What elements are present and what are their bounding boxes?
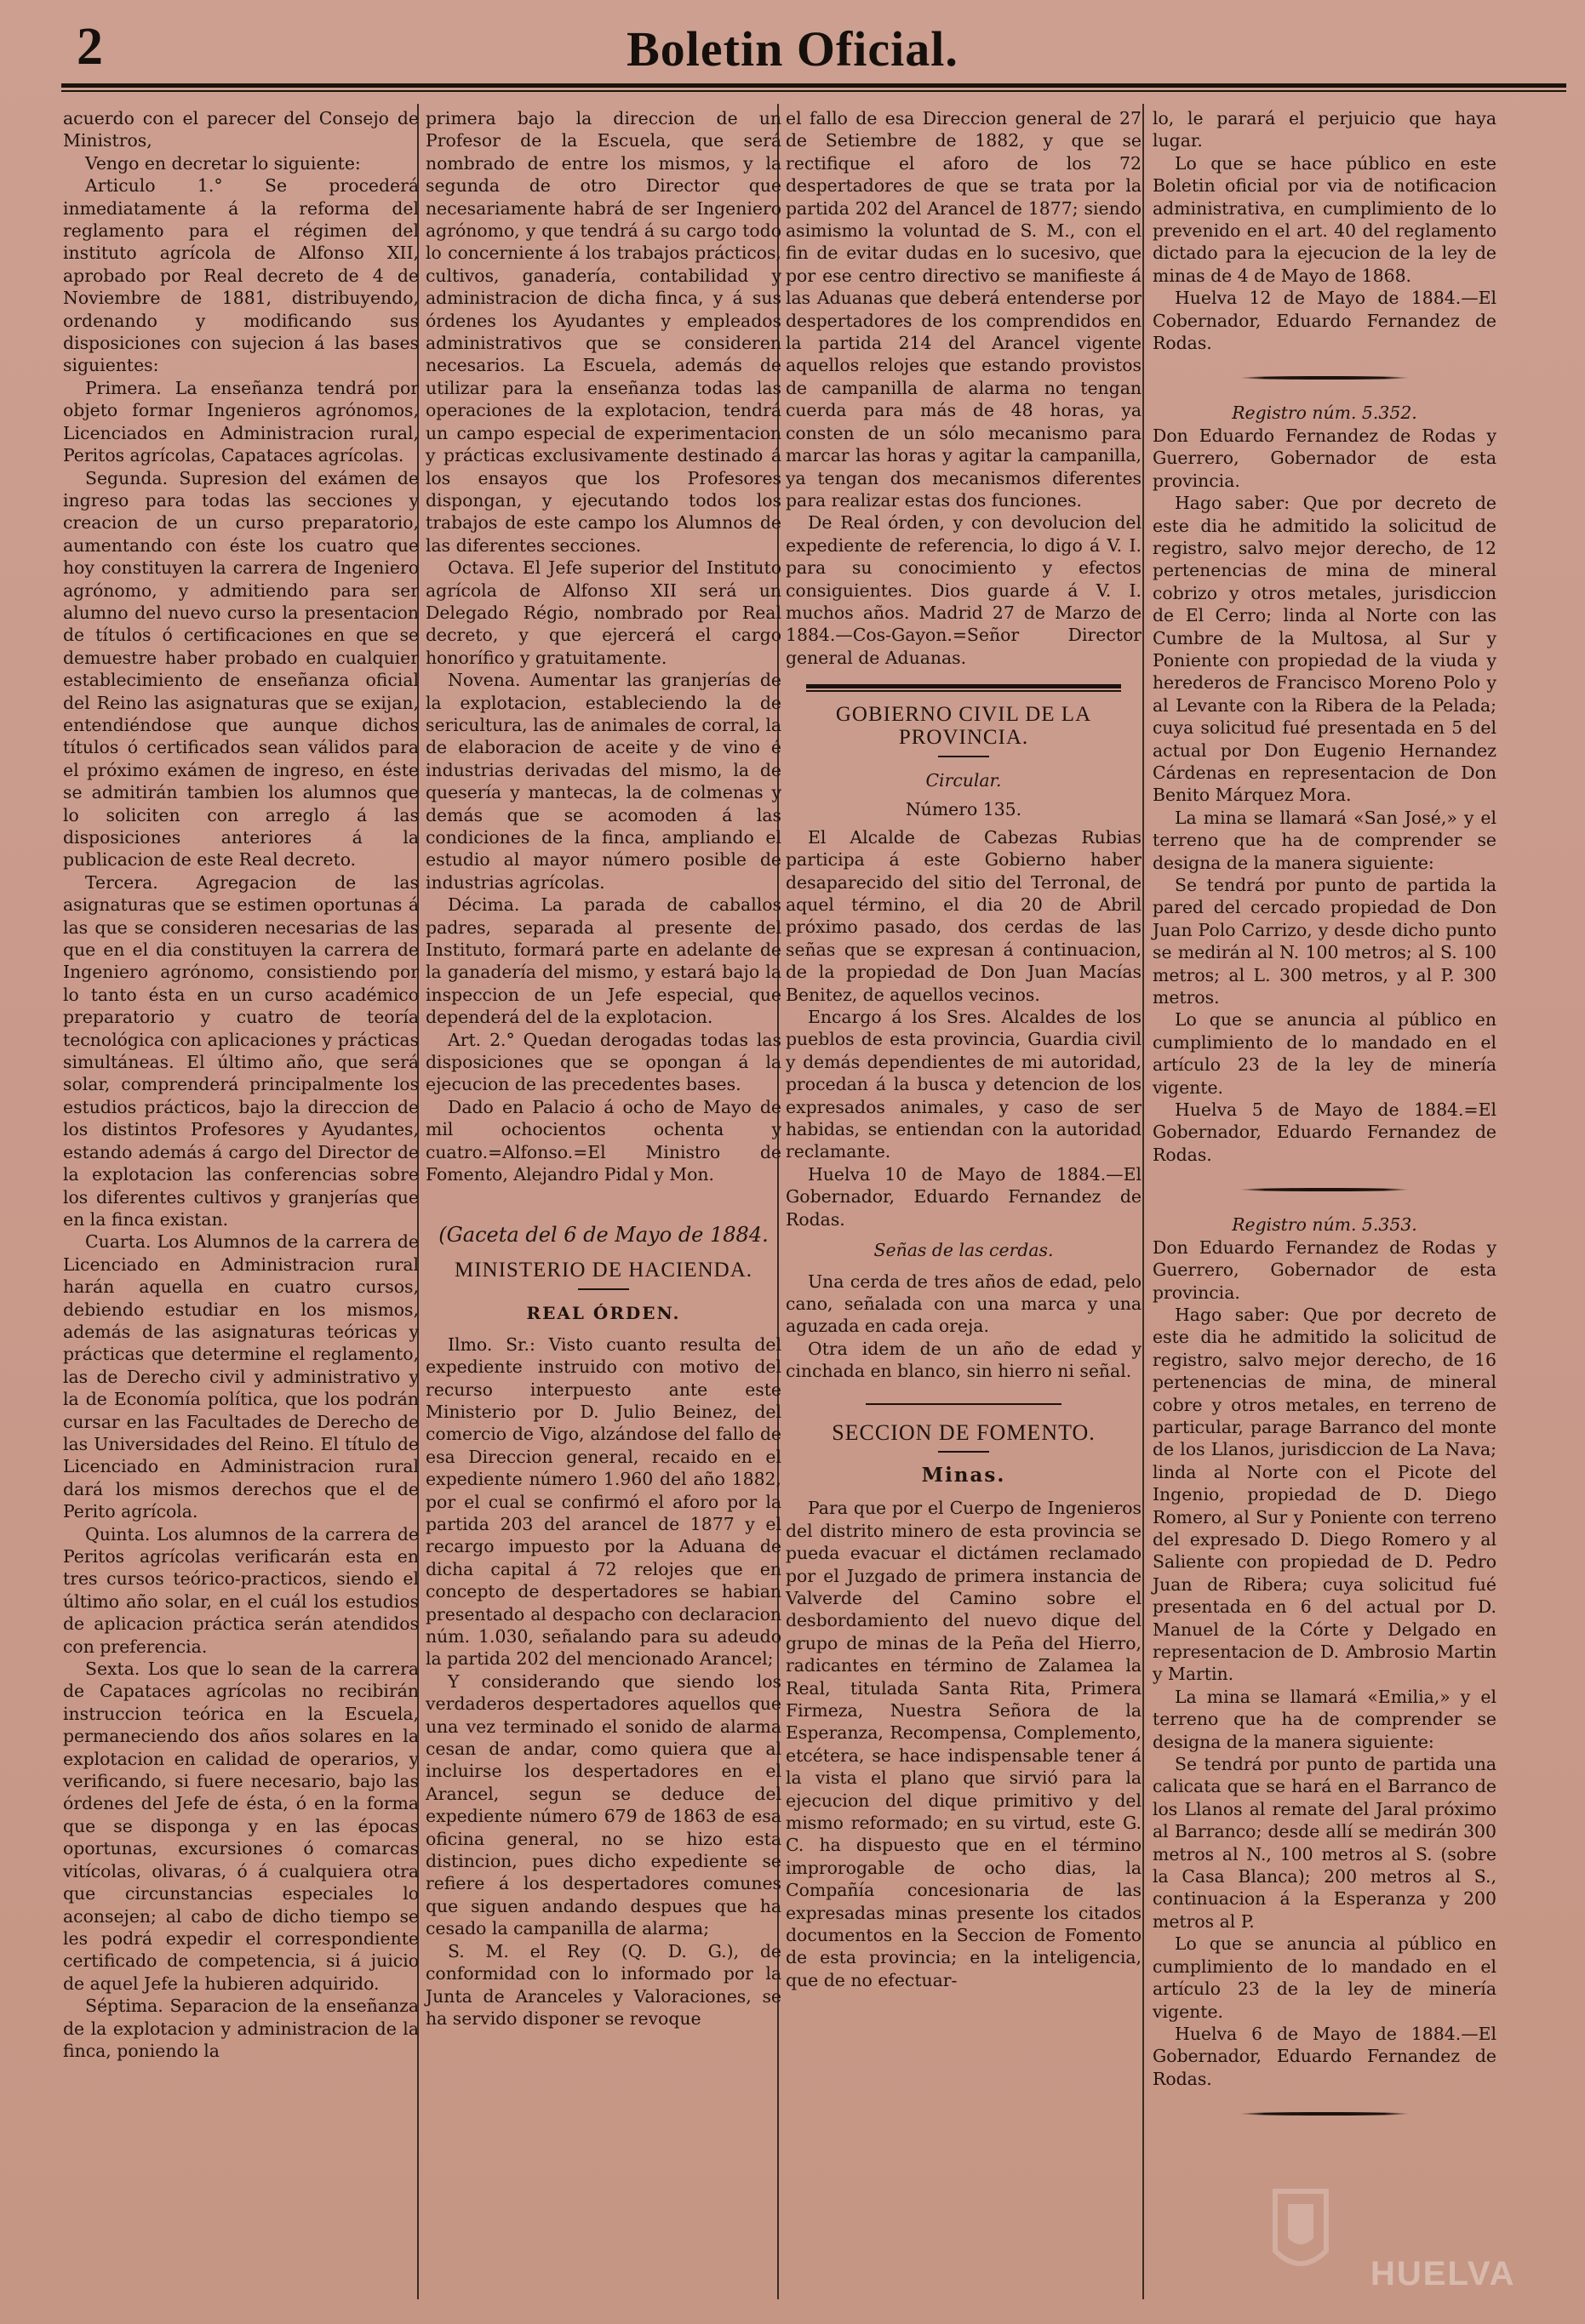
column-4 [1153, 107, 1496, 2138]
paragraph: Vengo en decretar lo siguiente: [85, 152, 361, 174]
paragraph: primera bajo la direccion de un Profesor de la Escuela, que será nombrado de entre los mismos, y la segunda de otro Director que necesariamente habrá de ser Ingeniero agrónomo, y que tendrá á su cargo todo lo concerniente á los trabajos prácticos, cultivos, ganadería, contabilidad y administracion de dicha finca, y á sus órdenes los Ayudantes y empleados administrativos que se consideren necesarios. La Escuela, además de utilizar para la enseñanza todas las operaciones de la explotacion, tendrá un campo especial de experimentacion y prácticas exclusivamente destinado á los ensayos que los Profesores dispongan, y ejecutando todos los trabajos de este campo los Alumnos de las diferentes secciones. [426, 108, 781, 556]
paragraph: acuerdo con el parecer del Consejo de Ministros, [63, 108, 419, 151]
section-heading-gobierno: GOBIERNO CIVIL DE LA PROVINCIA. [835, 703, 1092, 749]
registro-heading: Registro núm. 5.352. [1232, 403, 1417, 424]
divider [806, 690, 1121, 692]
paragraph: Articulo 1.° Se procederá inmediatamente á la reforma del reglamento para el régimen del instituto agrícola de Alfonso XII, aprobado por Real decreto de 4 de Noviembre de 1881, distribuyendo, ordenando y modificando sus disposiciones con sujecion á las bases siguientes: [63, 175, 419, 376]
ornament-divider [1239, 376, 1410, 380]
paragraph: Cuarta. Los Alumnos de la carrera de Licenciado en Administracion rural harán aquella en cuatro cursos, debiendo estudiar en los mismos, además de las asignaturas teóricas y prácticas que determine el reglamento, las de Derecho civil y administrativo y la de Economía política, que los podrán cursar en las Facultades de Derecho de las Universidades del Reino. El título de Licenciado en Administracion rural dará los mismos derechos que el de Perito agrícola. [63, 1231, 419, 1522]
column-1 [63, 107, 419, 2062]
page-number: 2 [77, 18, 103, 76]
paragraph: Séptima. Separacion de la enseñanza de la explotacion y administracion de la finca, poniendo la [63, 1996, 419, 2061]
paragraph: S. M. el Rey (Q. D. G.), de conformidad con lo informado por la Junta de Aranceles y Valoraciones, se ha servido disponer se revoque [426, 1940, 781, 2029]
paragraph: Y considerando que siendo los verdaderos despertadores aquellos que una vez terminado el sonido de alarma cesan de andar, como quiera que al incluirse los despertadores en el Arancel, segun se deduce del expediente número 679 de 1863 de esa oficina general, no se hizo esta distincion, pues dicho expediente se refiere á los despertadores comunes que siguen andando despues que ha cesado la campanilla de alarma; [426, 1670, 781, 1939]
paragraph: Lo que se anuncia al público en cumplimiento de lo mandado en el artículo 23 de la ley de minería vigente. [1153, 1009, 1496, 1098]
paragraph: Hago saber: Que por decreto de este dia he admitido la solicitud de registro, salvo mejor derecho, de 16 pertenencias de mina, de mineral cobre y otros metales, en terreno de particular, parage Barranco del monte de los Llanos, jurisdiccion de La Nava; linda al Norte con el Picote del Ingenio, propiedad de D. Diego Romero, al Sur y Poniente con terreno del expresado D. Diego Romero y al Saliente con propiedad de D. Pedro Juan de Ribera; cuya solicitud fué presentada en 6 del actual por D. Manuel de la Córte y Delgado en representacion de D. Ambrosio Martin y Martin. [1153, 1304, 1496, 1685]
section-heading-fomento: SECCION DE FOMENTO. [832, 1419, 1096, 1445]
paragraph: Huelva 5 de Mayo de 1884.=El Gobernador, Eduardo Fernandez de Rodas. [1153, 1099, 1496, 1165]
paragraph: Tercera. Agregacion de las asignaturas que se estimen oportunas á las que se consideren necesarias de las que en el dia constituyen la carrera de Ingeniero agrónomo, consistiendo por lo tanto ésta en un curso académico preparatorio y cuatro de teoría tecnológica con aplicaciones y prácticas simultáneas. El último año, que será solar, comprenderá principalmente los estudios prácticos, bajo la direccion de los distintos Profesores y Ayudantes, estando además á cargo del Director de la explotacion las conferencias sobre los diferentes cultivos y granjerías que en la finca existan. [63, 871, 419, 1230]
paragraph: Lo que se anuncia al público en cumplimiento de lo mandado en el artículo 23 de la ley de minería vigente. [1153, 1933, 1496, 2022]
subheading-senas: Señas de las cerdas. [873, 1240, 1054, 1261]
paragraph: Se tendrá por punto de partida la pared del cercado propiedad de Don Juan Polo Carrizo, y desde dicho punto se medirán al N. 100 metros; al S. 100 metros; al L. 300 metros, y al P. 300 metros. [1153, 875, 1496, 1008]
section-heading-ministerio: MINISTERIO DE HACIENDA. [454, 1258, 753, 1282]
paragraph: Segunda. Supresion del exámen de ingreso para todas las secciones y creacion de un curso preparatorio, aumentando con éste los cuatro que hoy constituyen la carrera de Ingeniero agrónomo, y admitiendo para ser alumno del nuevo curso la presentacion de títulos ó certificaciones en que se demuestre haber probado en cualquier establecimiento de enseñanza oficial del Reino las asignaturas que se exijan, entendiéndose que aunque dichos títulos ó certificados sean válidos para el próximo exámen de ingreso, en éste se admitirán tambien los alumnos que lo soliciten con arreglo á las disposiciones anteriores á la publicacion de este Real decreto. [63, 467, 419, 871]
registro-heading: Registro núm. 5.353. [1232, 1214, 1417, 1236]
paragraph: Lo que se hace público en este Boletin oficial por via de notificacion administrativa, en cumplimiento de lo prevenido en el art. 40 del reglamento dictado para la ejecucion de la ley de minas de 4 de Mayo de 1868. [1153, 152, 1496, 286]
column-2 [426, 107, 781, 2030]
masthead-title: Boletin Oficial. [627, 21, 958, 77]
paragraph: Art. 2.° Quedan derogadas todas las disposiciones que se opongan á la ejecucion de las precedentes bases. [426, 1029, 781, 1095]
paragraph: La mina se llamará «San José,» y el terreno que ha de comprender se designa de la manera siguiente: [1153, 807, 1496, 873]
paragraph: Dado en Palacio á ocho de Mayo de mil ochocientos ochenta y cuatro.=Alfonso.=El Ministro de Fomento, Alejandro Pidal y Mon. [426, 1096, 781, 1185]
paragraph: Encargo á los Sres. Alcaldes de los pueblos de esta provincia, Guardia civil y demás dependientes de mi autoridad, procedan á la busca y detencion de los expresados animales, y caso de ser habidas, se entiendan con la autoridad reclamante. [786, 1007, 1142, 1162]
paragraph: La mina se llamará «Emilia,» y el terreno que ha de comprender se designa de la manera siguiente: [1153, 1686, 1496, 1752]
header-rule-thin [61, 90, 1566, 92]
paragraph: De Real órden, y con devolucion del expediente de referencia, lo digo á V. I. para su conocimiento y efectos consiguientes. Dios guarde á V. I. muchos años. Madrid 27 de Marzo de 1884.—Cos-Gayon.=Señor Director general de Aduanas. [786, 512, 1142, 668]
paragraph: el fallo de esa Direccion general de 27 de Setiembre de 1882, y que se rectifique el aforo de los 72 despertadores de que se trata por la partida 202 del Arancel de 1877; siendo asimismo la voluntad de S. M., con el fin de evitar dudas en lo sucesivo, que por ese centro directivo se manifieste á las Aduanas que deberá entenderse por despertadores de los comprendidos en la partida 214 del Arancel vigente aquellos relojes que estando provistos de campanilla de alarma no tengan cuerda para más de 48 horas, ya consten de un sólo mecanismo para marcar las horas y agitar la campanilla, ya tengan dos mecanismos diferentes para realizar estas dos funciones. [786, 108, 1142, 511]
paragraph: lo, le parará el perjuicio que haya lugar. [1153, 108, 1496, 151]
paragraph: Don Eduardo Fernandez de Rodas y Guerrero, Gobernador de esta provincia. [1153, 1236, 1496, 1303]
ornament-divider [1239, 1188, 1410, 1191]
gaceta-reference: (Gaceta del 6 de Mayo de 1884. [438, 1222, 769, 1247]
header-rule [61, 83, 1566, 88]
paragraph: Don Eduardo Fernandez de Rodas y Guerrero, Gobernador de esta provincia. [1153, 425, 1496, 491]
paragraph: Décima. La parada de caballos padres, separada al presente del Instituto, formará parte en adelante de la ganadería del mismo, y estará bajo la inspeccion de un Jefe especial, que dependerá del de la explotacion. [426, 894, 781, 1028]
circular-number: Número 135. [905, 799, 1022, 820]
subheading-real-orden: REAL ÓRDEN. [526, 1303, 681, 1324]
divider [938, 756, 989, 757]
paragraph: Novena. Aumentar las granjerías de la explotacion, estableciendo la de sericultura, las de animales de corral, la de elaboracion de aceite y de vino é industrias derivadas del mismo, la de quesería y mantecas, la de colmenas y demás que se acomoden á las condiciones de la finca, ampliando el estudio al mayor número posible de industrias agrícolas. [426, 670, 781, 893]
paragraph: Ilmo. Sr.: Visto cuanto resulta del expediente instruido con motivo del recurso interpuesto ante este Ministerio por D. Julio Beinez, del comercio de Vigo, alzándose del fallo de esa Direccion general, recaido en el expediente número 1.960 del año 1882, por el cual se confirmó el aforo por la partida 203 del arancel de 1877 y el recargo impuesto por la Aduana de dicha capital á 72 relojes que en concepto de despertadores se habian presentado al despacho con declaracion núm. 1.030, señalando para su adeudo la partida 202 del mencionado Arancel; [426, 1333, 781, 1670]
paragraph: Primera. La enseñanza tendrá por objeto formar Ingenieros agrónomos, Licenciados en Administracion rural, Peritos agrícolas, Capataces agrícolas. [63, 377, 419, 466]
paragraph: Huelva 10 de Mayo de 1884.—El Gobernador, Eduardo Fernandez de Rodas. [786, 1163, 1142, 1230]
paragraph: Para que por el Cuerpo de Ingenieros del distrito minero de esta provincia se pueda evacuar el dictámen reclamado por el Juzgado de primera instancia de Valverde del Camino sobre el desbordamiento del nuevo dique del grupo de minas de la Peña del Hierro, radicantes en término de Zalamea la Real, titulada Santa Rita, Primera Firmeza, Nuestra Señora de la Esperanza, Recompensa, Complemento, etcétera, se hace indispensable tener á la vista el plano que sirvió para la ejecucion del dique primitivo y del mismo reformado; en su virtud, este G. C. ha dispuesto que en el término improrogable de ocho dias, la Compañía concesionaria de las expresadas minas presente los citados documentos en la Seccion de Fomento de esta provincia; en la inteligencia, que de no efectuar- [786, 1498, 1142, 1990]
subheading-minas: Minas. [921, 1463, 1006, 1487]
column-divider [1142, 104, 1144, 2299]
divider [938, 1451, 989, 1453]
paragraph: El Alcalde de Cabezas Rubias participa á este Gobierno haber desaparecido del sitio del Terronal, de aquel término, el dia 20 de Abril próximo pasado, dos cerdas de las señas que se expresan á continuacion, de la propiedad de Don Juan Macías Benitez, de aquellos vecinos. [786, 826, 1142, 1005]
paragraph: Sexta. Los que lo sean de la carrera de Capataces agrícolas no recibirán instruccion teórica en la Escuela, permaneciendo dos años solares en la explotacion en calidad de operarios, y verificando, si fuere necesario, bajo las órdenes del Jefe de ésta, ó en la forma que se disponga y en las épocas oportunas, excursiones ó comarcas vitícolas, olivaras, ó á cualquiera otra que circunstancias especiales lo aconsejen; al cabo de dicho tiempo se les podrá expedir el correspondiente certificado de competencia, si á juicio de aquel Jefe la hubieren adquirido. [63, 1659, 419, 1994]
watermark-text: HUELVA [1370, 2255, 1516, 2293]
divider [806, 684, 1121, 688]
paragraph: Otra idem de un año de edad y cinchada en blanco, sin hierro ni señal. [786, 1338, 1142, 1382]
paragraph: Una cerda de tres años de edad, pelo cano, señalada con una marca y una aguzada en cada oreja. [786, 1270, 1142, 1337]
paragraph: Se tendrá por punto de partida una calicata que se hará en el Barranco de los Llanos al remate del Jaral próximo al Barranco; desde allí se medirán 300 metros al N., 100 metros al S. (sobre la Casa Blanca); 200 metros al S., continuacion á la Esperanza y 200 metros al P. [1153, 1754, 1496, 1932]
paragraph: Octava. El Jefe superior del Instituto agrícola de Alfonso XII será un Delegado Régio, nombrado por Real decreto, y que ejercerá el cargo honorífico y gratuitamente. [426, 557, 781, 668]
paragraph: Quinta. Los alumnos de la carrera de Peritos agrícolas verificarán esta en tres cursos teórico-practicos, siendo el último año solar, en el cuál los estudios de aplicacion práctica serán atendidos con preferencia. [63, 1523, 419, 1657]
paragraph: Hago saber: Que por decreto de este dia he admitido la solicitud de registro, salvo mejor derecho, de 12 pertenencias de mina de mineral cobrizo y otros metales, jurisdiccion de El Cerro; linda al Norte con las Cumbre de la Multosa, al Sur y Poniente con propiedad de la viuda y herederos de Francisco Moreno Polo y al Levante con la Ribera de la Pelada; cuya solicitud fué presentada en 5 del actual por Don Eugenio Hernandez Cárdenas en representacion de Don Benito Márquez Mora. [1153, 493, 1496, 806]
divider [866, 1403, 1061, 1405]
paragraph: Huelva 12 de Mayo de 1884.—El Cobernador, Eduardo Fernandez de Rodas. [1153, 288, 1496, 354]
column-3 [786, 107, 1142, 1991]
paragraph: Huelva 6 de Mayo de 1884.—El Gobernador, Eduardo Fernandez de Rodas. [1153, 2023, 1496, 2089]
divider [578, 1288, 629, 1290]
subheading-circular: Circular. [925, 769, 1002, 791]
ornament-divider [1239, 2112, 1410, 2116]
